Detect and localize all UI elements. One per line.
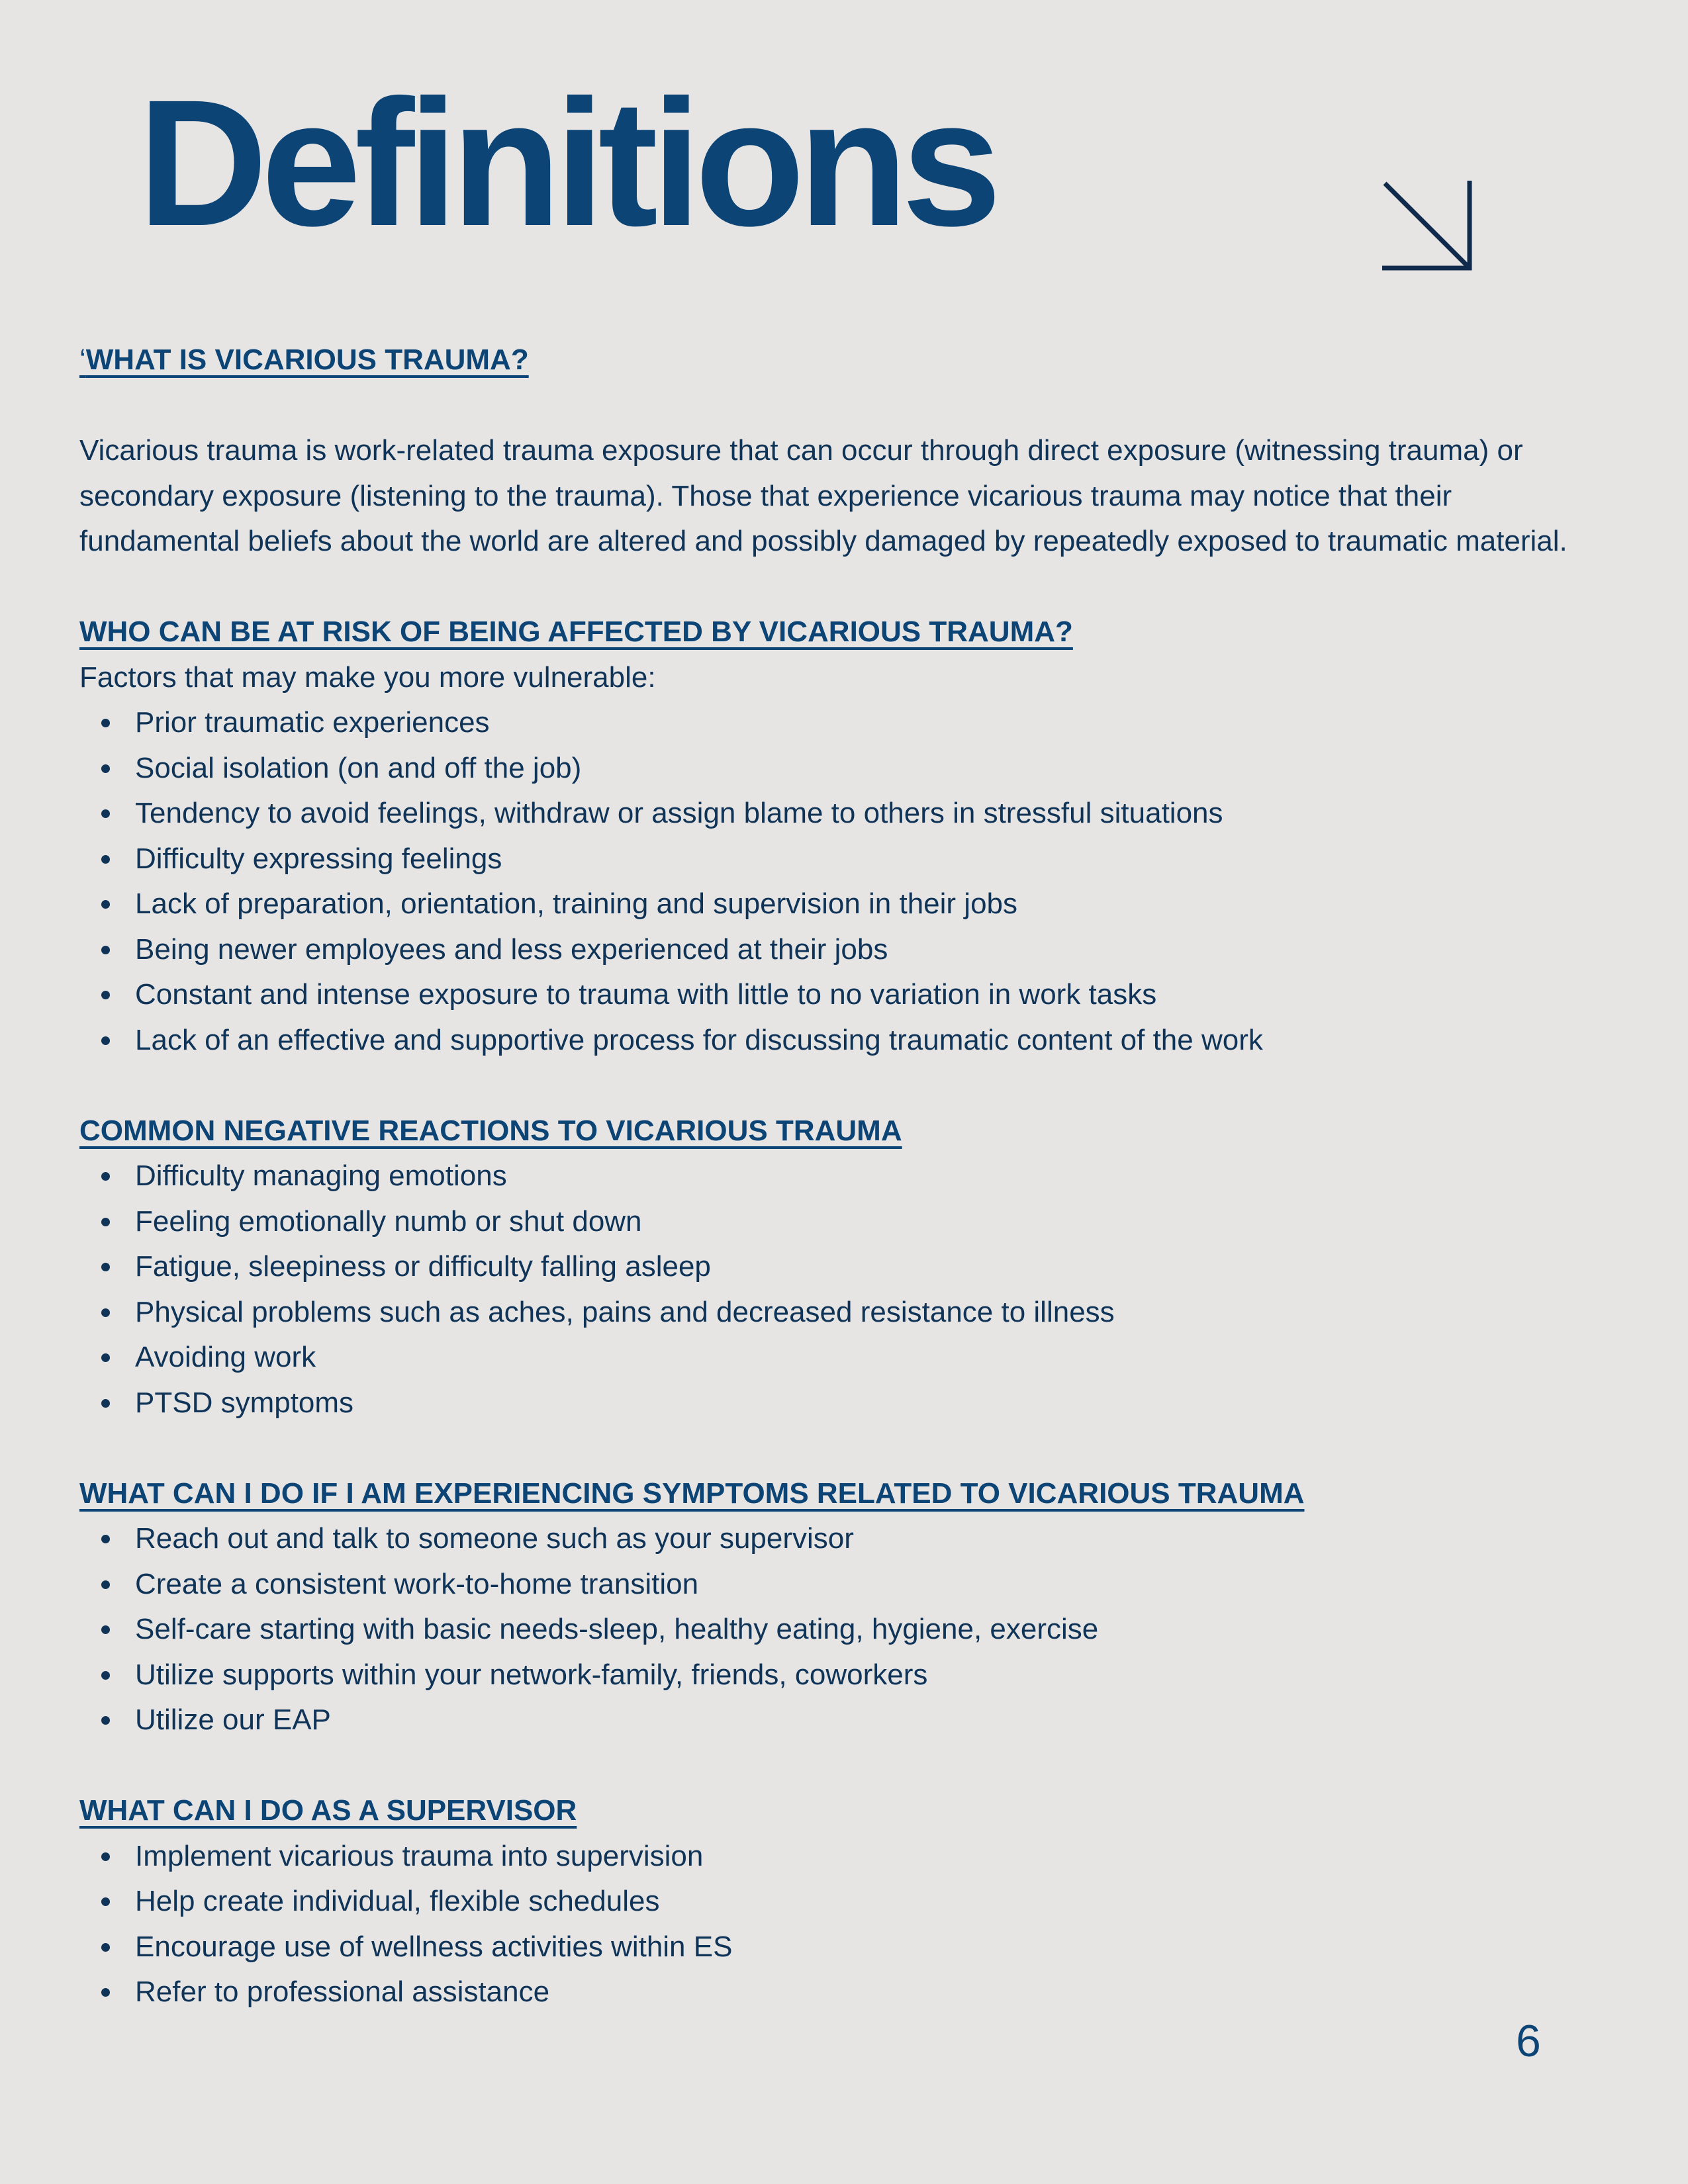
section-common-negative-reactions (79, 1109, 1602, 1426)
supervisor-list (79, 1834, 1602, 2015)
section-intro: Factors that may make you more vulnerable: (79, 660, 656, 694)
list-item: Physical problems such as aches, pains and decreased resistance to illness (79, 1290, 1602, 1336)
list-item: Reach out and talk to someone such as your supervisor (79, 1516, 1602, 1562)
reaction-list (79, 1154, 1602, 1426)
self-help-list (79, 1516, 1602, 1743)
list-item: Difficulty managing emotions (79, 1154, 1602, 1199)
section-heading: COMMON NEGATIVE REACTIONS TO VICARIOUS TRAUMA (79, 1114, 902, 1147)
list-item: Difficulty expressing feelings (79, 837, 1602, 882)
section-what-is-vicarious-trauma (79, 338, 1602, 565)
list-item: Feeling emotionally numb or shut down (79, 1199, 1602, 1245)
list-item: Constant and intense exposure to trauma with little to no variation in work tasks (79, 972, 1602, 1018)
list-item: Self-care starting with basic needs-sleep, healthy eating, hygiene, exercise (79, 1607, 1602, 1653)
list-item: Prior traumatic experiences (79, 700, 1602, 746)
page-title: Definitions (138, 62, 996, 263)
list-item: Lack of preparation, orientation, training and supervision in their jobs (79, 882, 1602, 927)
list-item: Avoiding work (79, 1335, 1602, 1381)
list-item: Utilize supports within your network-family, friends, coworkers (79, 1653, 1602, 1698)
section-heading (79, 338, 1602, 383)
section-heading: WHAT CAN I DO IF I AM EXPERIENCING SYMPTOMS RELATED TO VICARIOUS TRAUMA (79, 1477, 1305, 1510)
list-item: Utilize our EAP (79, 1698, 1602, 1743)
definitions-content (79, 338, 1602, 2015)
list-item: Tendency to avoid feelings, withdraw or assign blame to others in stressful situations (79, 791, 1602, 837)
list-item: Implement vicarious trauma into supervision (79, 1834, 1602, 1880)
list-item: Help create individual, flexible schedules (79, 1879, 1602, 1925)
page-number: 6 (1516, 2016, 1541, 2066)
section-heading: WHAT CAN I DO AS A SUPERVISOR (79, 1794, 577, 1827)
list-item: Encourage use of wellness activities within ES (79, 1925, 1602, 1970)
list-item: Lack of an effective and supportive process for discussing traumatic content of the work (79, 1018, 1602, 1064)
heading-lead-mark: ‘ (79, 343, 86, 376)
risk-factor-list (79, 700, 1602, 1063)
arrow-down-right-icon (1377, 175, 1476, 275)
list-item: Fatigue, sleepiness or difficulty falling asleep (79, 1244, 1602, 1290)
heading-text: WHAT IS VICARIOUS TRAUMA? (85, 343, 529, 376)
section-what-can-i-do (79, 1471, 1602, 1743)
section-heading: WHO CAN BE AT RISK OF BEING AFFECTED BY VICARIOUS TRAUMA? (79, 615, 1073, 648)
list-item: Refer to professional assistance (79, 1970, 1602, 2015)
section-body: Vicarious trauma is work-related trauma exposure that can occur through direct exposure (witnessing trauma) or secondary exposure (listening to the trauma). Those that experience vicarious trauma may notice that their fundamental beliefs about the world are altered and possibly damaged by repeatedly exposed to traumatic material. (79, 434, 1568, 557)
list-item: Social isolation (on and off the job) (79, 746, 1602, 792)
list-item: Create a consistent work-to-home transition (79, 1562, 1602, 1608)
list-item: Being newer employees and less experienced at their jobs (79, 927, 1602, 973)
section-who-is-at-risk (79, 610, 1602, 1063)
list-item: PTSD symptoms (79, 1381, 1602, 1426)
section-supervisor (79, 1788, 1602, 2015)
